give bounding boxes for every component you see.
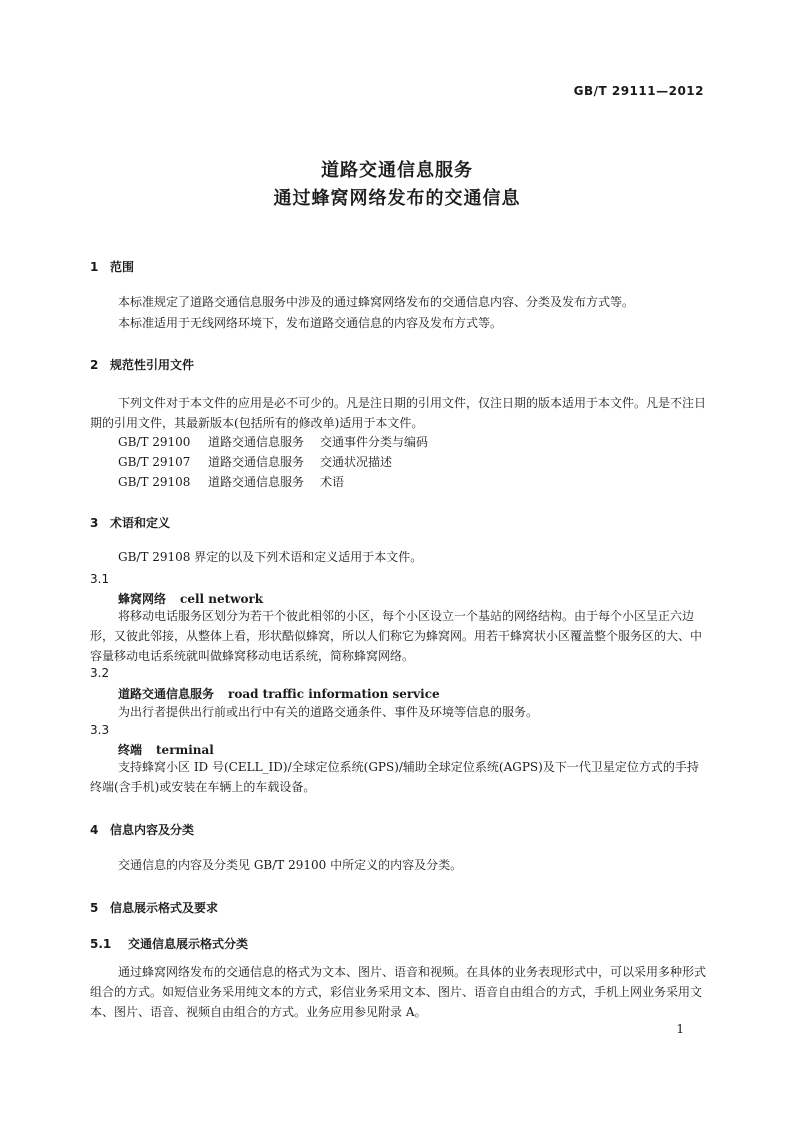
term-chinese: 蜂窝网络	[118, 592, 167, 606]
term-number: 3.3	[90, 723, 110, 737]
term-heading	[118, 590, 263, 607]
term-english: cell network	[180, 592, 264, 606]
section-number: 5	[90, 901, 99, 915]
section-number: 2	[90, 358, 99, 372]
section-title: 规范性引用文件	[110, 358, 195, 372]
term-definition: 支持蜂窝小区 ID 号(CELL_ID)/全球定位系统(GPS)/辅助全球定位系统(AGPS)及下一代卫星定位方式的手持终端(含手机)或安装在车辆上的车载设备。	[90, 760, 699, 794]
section-title: 范围	[110, 260, 135, 274]
reference-title-part2: 交通状况描述	[320, 455, 393, 469]
section-3-heading	[90, 514, 170, 531]
section-number: 3	[90, 516, 99, 530]
section-5-1-paragraph-1: 通过蜂窝网络发布的交通信息的格式为文本、图片、语音和视频。在具体的业务表现形式中，可以采用多种形式组合的方式。如短信业务采用纯文本的方式，彩信业务采用文本、图片、语音自由组合的方式，手机上网业务采用文本、图片、语音、视频自由组合的方式。业务应用参见附录 A。	[90, 965, 707, 1019]
normative-reference	[118, 473, 344, 490]
normative-reference	[118, 433, 428, 450]
term-heading	[118, 741, 214, 758]
page-number: 1	[676, 1022, 684, 1036]
section-1-paragraph-2: 本标准适用于无线网络环境下，发布道路交通信息的内容及发布方式等。	[118, 316, 503, 330]
term-definition: 为出行者提供出行前或出行中有关的道路交通条件、事件及环境等信息的服务。	[118, 705, 539, 719]
term-chinese: 终端	[118, 743, 143, 757]
subsection-5-1-heading	[90, 935, 248, 952]
reference-title-part2: 术语	[320, 475, 345, 489]
section-title: 术语和定义	[110, 516, 171, 530]
term-number: 3.1	[90, 572, 110, 586]
reference-code: GB/T 29100	[118, 435, 191, 449]
section-title: 信息内容及分类	[110, 823, 195, 837]
term-english: road traffic information service	[228, 687, 440, 701]
reference-title-part1: 道路交通信息服务	[208, 455, 305, 469]
section-title: 信息展示格式及要求	[110, 901, 219, 915]
reference-title-part2: 交通事件分类与编码	[320, 435, 429, 449]
section-4-heading	[90, 821, 194, 838]
section-1-paragraph-1: 本标准规定了道路交通信息服务中涉及的通过蜂窝网络发布的交通信息内容、分类及发布方式等。	[118, 295, 635, 309]
section-number: 1	[90, 260, 99, 274]
reference-title-part1: 道路交通信息服务	[208, 475, 305, 489]
section-5-heading	[90, 899, 218, 916]
normative-reference	[118, 453, 392, 470]
section-number: 4	[90, 823, 99, 837]
term-number: 3.2	[90, 666, 110, 680]
term-english: terminal	[156, 743, 214, 757]
term-heading	[118, 685, 440, 702]
reference-code: GB/T 29108	[118, 475, 191, 489]
section-2-paragraph-1: 下列文件对于本文件的应用是必不可少的。凡是注日期的引用文件，仅注日期的版本适用于本文件。凡是不注日期的引用文件，其最新版本(包括所有的修改单)适用于本文件。	[90, 396, 707, 430]
reference-code: GB/T 29107	[118, 455, 191, 469]
section-4-paragraph-1: 交通信息的内容及分类见 GB/T 29100 中所定义的内容及分类。	[118, 858, 463, 872]
section-2-heading	[90, 356, 194, 373]
section-1-heading	[90, 258, 134, 275]
section-3-paragraph-1: GB/T 29108 界定的以及下列术语和定义适用于本文件。	[118, 550, 423, 564]
term-definition: 将移动电话服务区划分为若干个彼此相邻的小区，每个小区设立一个基站的网络结构。由于每个小区呈正六边形，又彼此邻接，从整体上看，形状酷似蜂窝，所以人们称它为蜂窝网。用若干蜂窝状小区覆盖整个服务区的大、中容量移动电话系统就叫做蜂窝移动电话系统，简称蜂窝网络。	[90, 609, 703, 663]
document-title-line-2: 通过蜂窝网络发布的交通信息	[273, 188, 521, 209]
subsection-number: 5.1	[90, 937, 112, 951]
subsection-title: 交通信息展示格式分类	[128, 937, 249, 951]
document-title-line-1: 道路交通信息服务	[321, 160, 473, 181]
standard-code: GB/T 29111—2012	[573, 84, 704, 98]
term-chinese: 道路交通信息服务	[118, 687, 215, 701]
reference-title-part1: 道路交通信息服务	[208, 435, 305, 449]
